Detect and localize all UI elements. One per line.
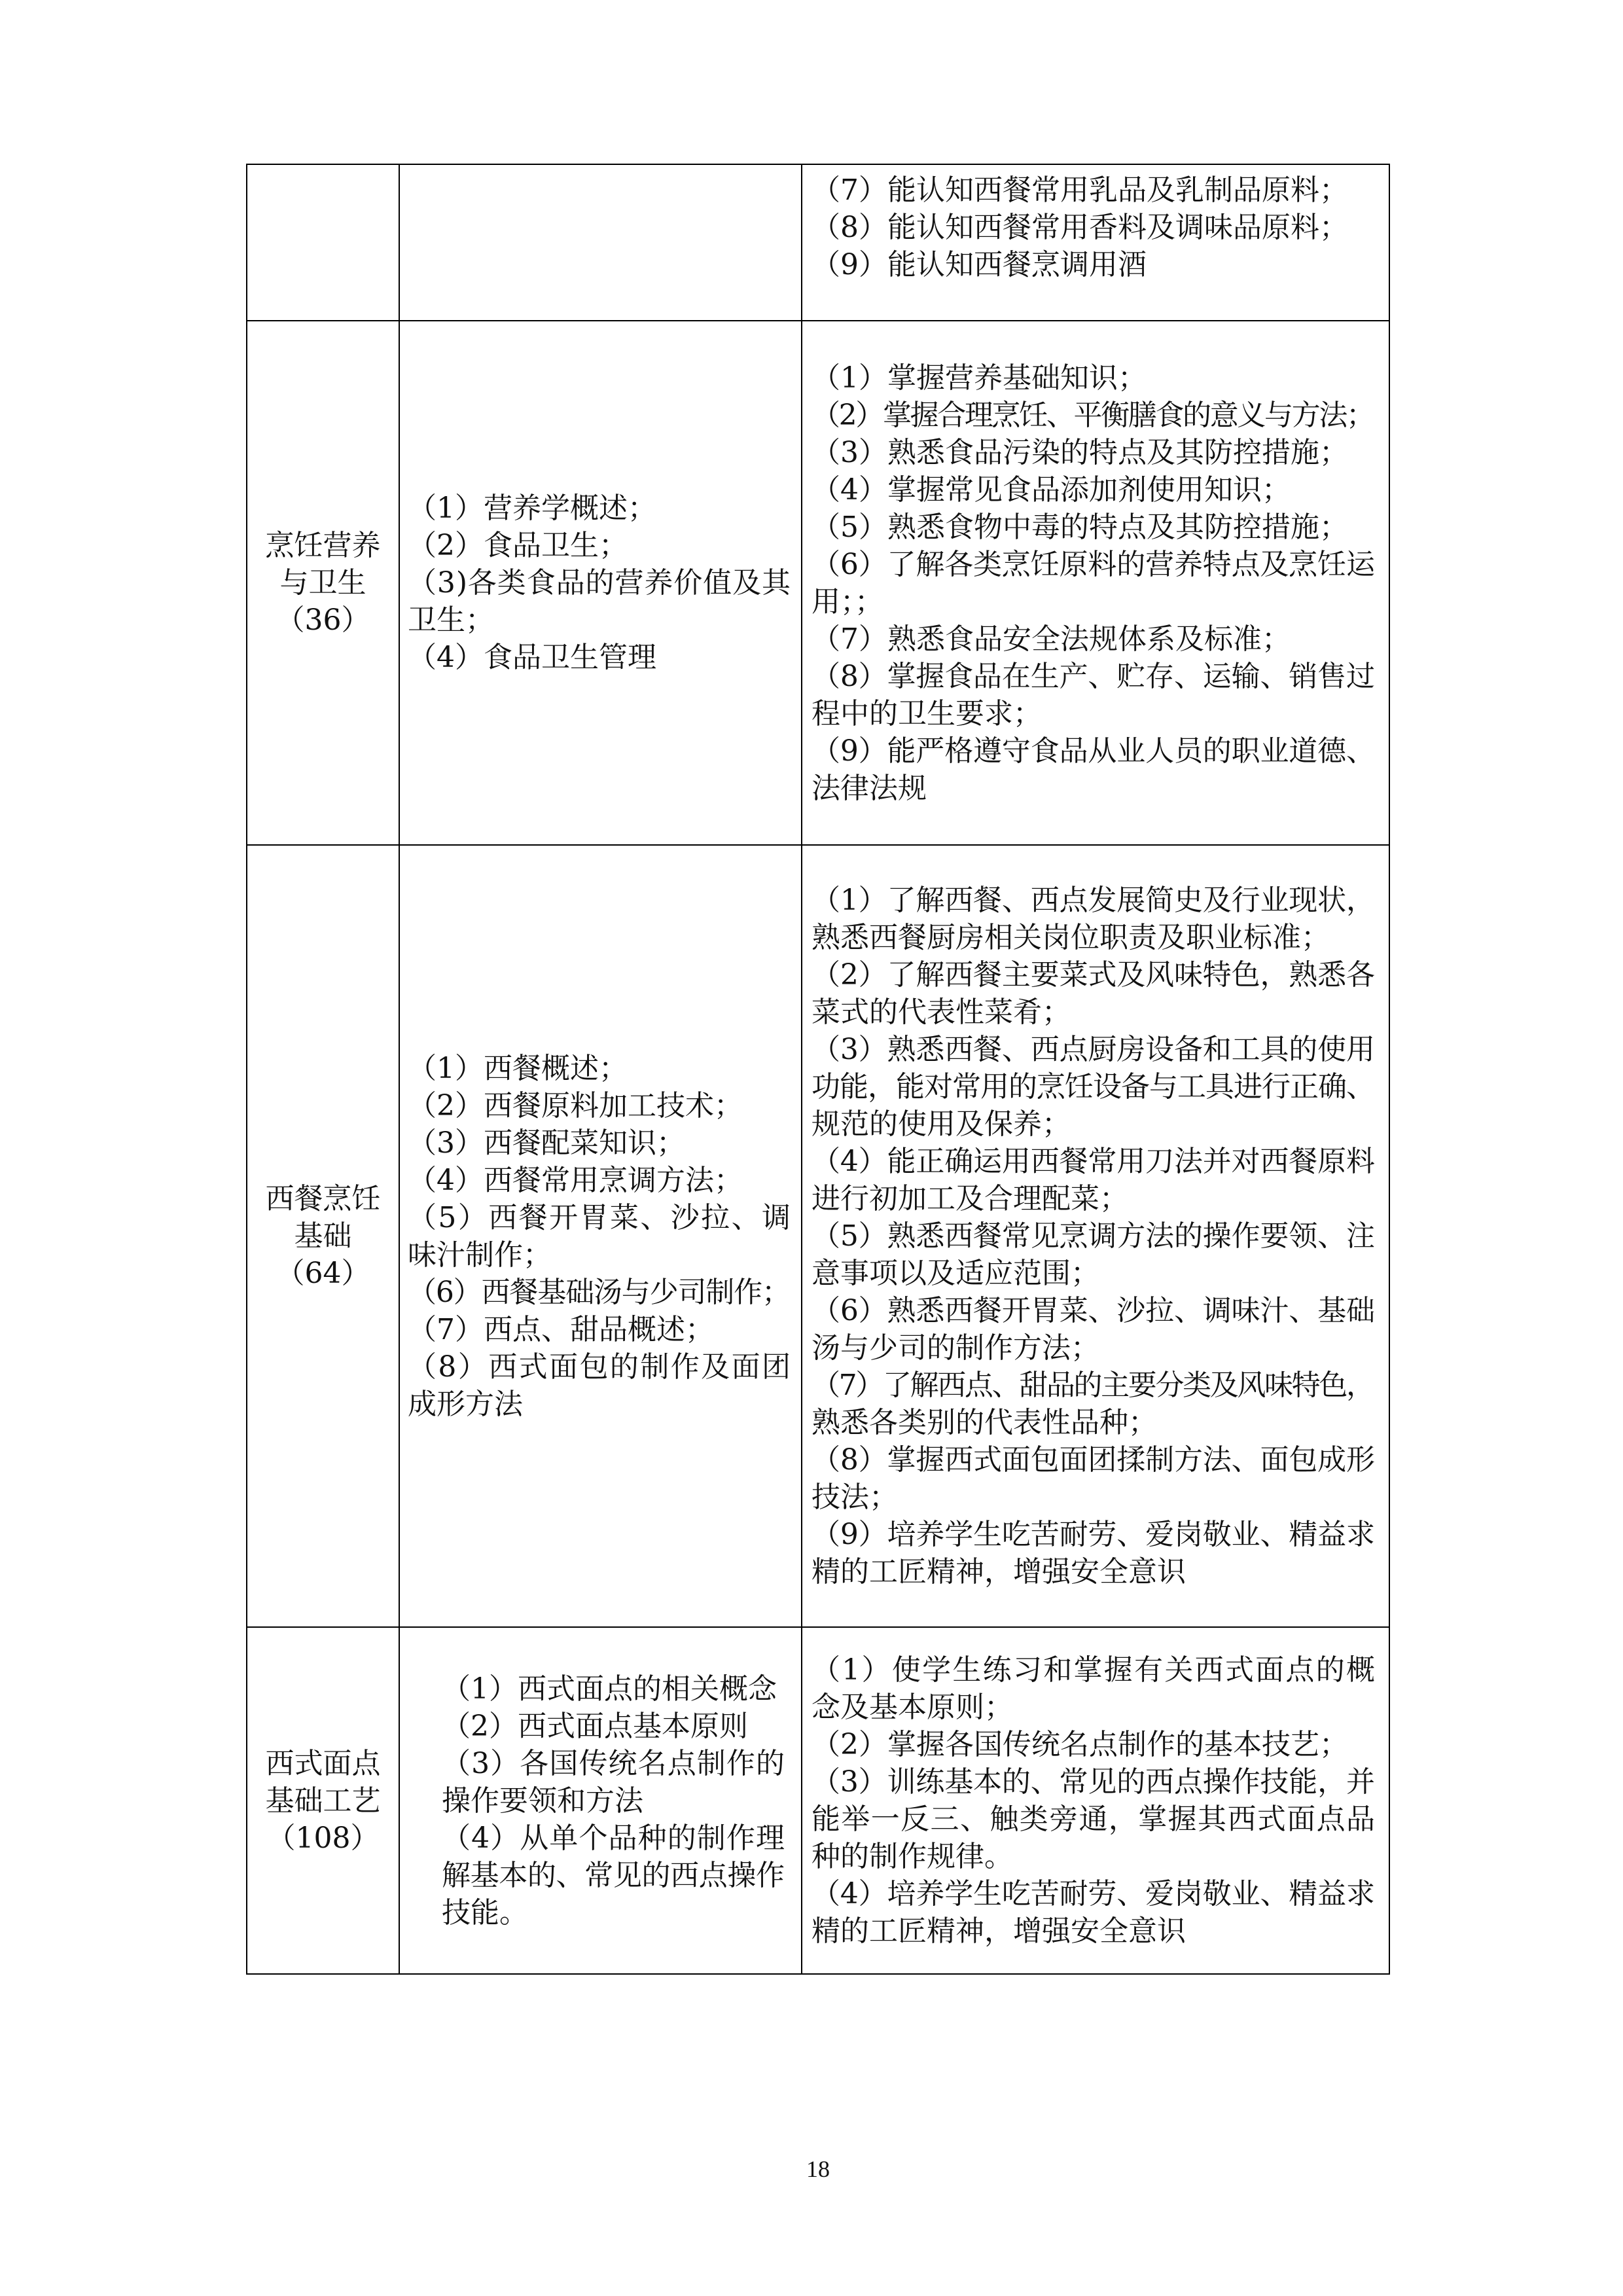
course-line: 西餐烹饪 [265, 1182, 381, 1215]
objectives-line: （9）培养学生吃苦耐劳、爱岗敬业、精益求 [812, 1518, 1375, 1551]
objectives-line: （3）熟悉食品污染的特点及其防控措施； [812, 435, 1348, 469]
objectives-line: 汤与少司的制作方法； [812, 1331, 1099, 1365]
objectives-line: （7）了解西点、甜品的主要分类及风味特色， [812, 1369, 1374, 1402]
content-cell [400, 846, 802, 1626]
content-line: 技能。 [442, 1895, 528, 1929]
table-row [247, 165, 1389, 321]
objectives-line: （1）使学生练习和掌握有关西式面点的概 [812, 1653, 1377, 1687]
course-cell [247, 321, 400, 844]
content-line: （5）西餐开胃菜、沙拉、调 [408, 1200, 793, 1234]
objectives-line: 法律法规 [812, 771, 927, 805]
objectives-line: （2）掌握各国传统名点制作的基本技艺； [812, 1728, 1348, 1761]
content-line: （7）西点、甜品概述； [408, 1312, 714, 1346]
objectives-line: 技法； [812, 1480, 898, 1514]
objectives-line: （8）能认知西餐常用香料及调味品原料； [812, 211, 1348, 244]
course-line: 与卫生 [279, 566, 366, 600]
course-cell [247, 846, 400, 1626]
objectives-line: （6）熟悉西餐开胃菜、沙拉、调味汁、基础 [812, 1294, 1375, 1327]
content-line: （4）西餐常用烹调方法； [408, 1163, 743, 1197]
course-line: 西式面点 [265, 1746, 381, 1780]
content-line: （1）西式面点的相关概念 [442, 1672, 777, 1706]
objectives-line: 种的制作规律。 [812, 1840, 1013, 1873]
objectives-line: 念及基本原则； [812, 1691, 1013, 1724]
objectives-line: 熟悉西餐厨房相关岗位职责及职业标准； [812, 921, 1330, 954]
objectives-cell [802, 1628, 1389, 1973]
content-cell [400, 1628, 802, 1973]
content-cell [400, 165, 802, 320]
table-row [247, 321, 1389, 846]
objectives-line: （8）掌握食品在生产、贮存、运输、销售过 [812, 659, 1375, 693]
objectives-line: （9）能严格遵守食品从业人员的职业道德、 [812, 734, 1375, 768]
content-line: （4）食品卫生管理 [408, 641, 656, 674]
course-line: 基础工艺 [265, 1784, 381, 1818]
course-line: 烹饪营养 [265, 529, 381, 562]
page-number: 18 [806, 2156, 830, 2182]
course-table [246, 164, 1390, 1975]
table-row [247, 846, 1389, 1628]
content-line: （6）西餐基础汤与少司制作； [408, 1275, 790, 1309]
content-line: （1）西餐概述； [408, 1051, 628, 1085]
content-line: 味汁制作； [408, 1238, 552, 1272]
objectives-line: （4）能正确运用西餐常用刀法并对西餐原料 [812, 1145, 1375, 1178]
objectives-line: 用；； [812, 584, 883, 619]
objectives-line: （1）了解西餐、西点发展简史及行业现状， [812, 884, 1375, 917]
objectives-cell [802, 846, 1389, 1626]
content-line: 解基本的、常见的西点操作 [442, 1858, 785, 1892]
objectives-line: （7）熟悉食品安全法规体系及标准； [812, 622, 1291, 656]
objectives-cell [802, 165, 1389, 320]
objectives-line: （9）能认知西餐烹调用酒 [812, 248, 1147, 281]
course-line: （108） [266, 1821, 380, 1855]
objectives-line: （2）掌握合理烹饪、平衡膳食的意义与方法； [812, 398, 1374, 432]
objectives-line: （5）熟悉食物中毒的特点及其防控措施； [812, 510, 1348, 544]
objectives-line: （1）掌握营养基础知识； [812, 361, 1147, 395]
objectives-line: 进行初加工及合理配菜； [812, 1182, 1128, 1215]
objectives-line: 意事项以及适应范围； [812, 1257, 1099, 1290]
course-cell [247, 165, 400, 320]
content-line: （1）营养学概述； [408, 492, 656, 525]
objectives-line: （4）培养学生吃苦耐劳、爱岗敬业、精益求 [812, 1877, 1375, 1910]
content-line: 卫生； [408, 603, 494, 637]
objectives-cell [802, 321, 1389, 844]
course-line: （36） [276, 603, 370, 637]
objectives-line: （4）掌握常见食品添加剂使用知识； [812, 473, 1291, 507]
content-cell [400, 321, 802, 844]
course-cell [247, 1628, 400, 1973]
objectives-line: 程中的卫生要求； [812, 696, 1042, 730]
objectives-line: 能举一反三、触类旁通，掌握其西式面点品 [812, 1803, 1376, 1836]
content-line: 操作要领和方法 [442, 1784, 643, 1818]
content-line: （4）从单个品种的制作理 [442, 1821, 786, 1855]
objectives-line: 熟悉各类别的代表性品种； [812, 1406, 1157, 1439]
objectives-line: 菜式的代表性菜肴； [812, 996, 1071, 1029]
objectives-line: 精的工匠精神，增强安全意识 [812, 1555, 1186, 1588]
content-line: （3）西餐配菜知识； [408, 1126, 685, 1160]
course-line: （64） [276, 1257, 370, 1290]
objectives-line: （2）了解西餐主要菜式及风味特色，熟悉各 [812, 958, 1375, 992]
content-line: （3)各类食品的营养价值及其 [408, 566, 791, 600]
content-line: （2）食品卫生； [408, 529, 628, 562]
content-line: （2）西餐原料加工技术； [408, 1088, 743, 1122]
content-line: （3）各国传统名点制作的 [442, 1746, 786, 1780]
objectives-line: （3）熟悉西餐、西点厨房设备和工具的使用 [812, 1033, 1375, 1066]
objectives-line: （3）训练基本的、常见的西点操作技能，并 [812, 1765, 1375, 1799]
course-line: 基础 [294, 1219, 352, 1253]
content-line: 成形方法 [408, 1387, 523, 1421]
objectives-line: （8）掌握西式面包面团揉制方法、面包成形 [812, 1443, 1375, 1477]
objectives-line: 精的工匠精神，增强安全意识 [812, 1914, 1186, 1948]
objectives-line: （7）能认知西餐常用乳品及乳制品原料； [812, 173, 1348, 207]
objectives-line: （5）熟悉西餐常见烹调方法的操作要领、注 [812, 1219, 1375, 1253]
table-row [247, 1628, 1389, 1975]
objectives-line: 规范的使用及保养； [812, 1107, 1071, 1141]
objectives-line: 功能，能对常用的烹饪设备与工具进行正确、 [812, 1070, 1374, 1103]
content-line: （8）西式面包的制作及面团 [408, 1350, 793, 1384]
objectives-line: （6）了解各类烹饪原料的营养特点及烹饪运 [812, 547, 1375, 581]
content-line: （2）西式面点基本原则 [442, 1709, 748, 1743]
